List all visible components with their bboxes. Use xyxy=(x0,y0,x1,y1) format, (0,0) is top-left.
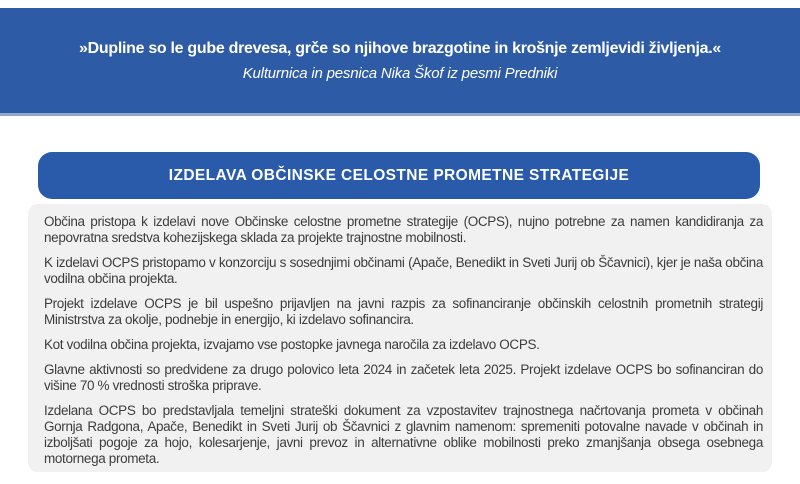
paragraph-1: Občina pristopa k izdelavi nove Občinske celostne prometne strategije (OCPS), nujno potrebne za namen kandidiranja za nepovratna sredstva kohezijskega sklada za projekte trajnostne mobilnosti. xyxy=(44,214,763,245)
quote-attribution: Kulturnica in pesnica Nika Škof iz pesmi Predniki xyxy=(242,64,558,82)
paragraph-6: Izdelana OCPS bo predstavljala temeljni strateški dokument za vzpostavitev trajnostnega načrtovanja prometa v občinah Gornja Radgona, Apače, Benedikt in Sveti Jurij ob Ščavnici z glavnim namenom: spremeniti potovalne navade v občinah in izboljšati pogoje za hojo, kolesarjenje, javni prevoz in alternativne oblike mobilnosti preko zmanjšanja obsega osebnega motornega prometa. xyxy=(44,403,763,466)
section-title-pill xyxy=(38,152,760,199)
paragraph-3: Projekt izdelave OCPS je bil uspešno prijavljen na javni razpis za sofinanciranje občinskih celostnih prometnih strategij Ministrstva za okolje, podnebje in energijo, ki izdelavo sofinancira. xyxy=(44,296,763,327)
paragraph-2: K izdelavi OCPS pristopamo v konzorciju s sosednjimi občinami (Apače, Benedikt in Sveti Jurij ob Ščavnici), kjer je naša občina vodilna občina projekta. xyxy=(44,255,763,286)
content-panel xyxy=(28,204,772,472)
section-title: IZDELAVA OBČINSKE CELOSTNE PROMETNE STRATEGIJE xyxy=(168,166,630,184)
paragraph-4: Kot vodilna občina projekta, izvajamo vse postopke javnega naročila za izdelavo OCPS. xyxy=(44,337,540,352)
paragraph-5: Glavne aktivnosti so predvidene za drugo polovico leta 2024 in začetek leta 2025. Projekt izdelave OCPS bo sofinanciran do višine 70 % vrednosti stroška priprave. xyxy=(44,362,763,393)
quote-banner xyxy=(0,8,800,116)
quote-text: »Dupline so le gube drevesa, grče so njihove brazgotine in krošnje zemljevidi življenja.« xyxy=(79,39,721,57)
